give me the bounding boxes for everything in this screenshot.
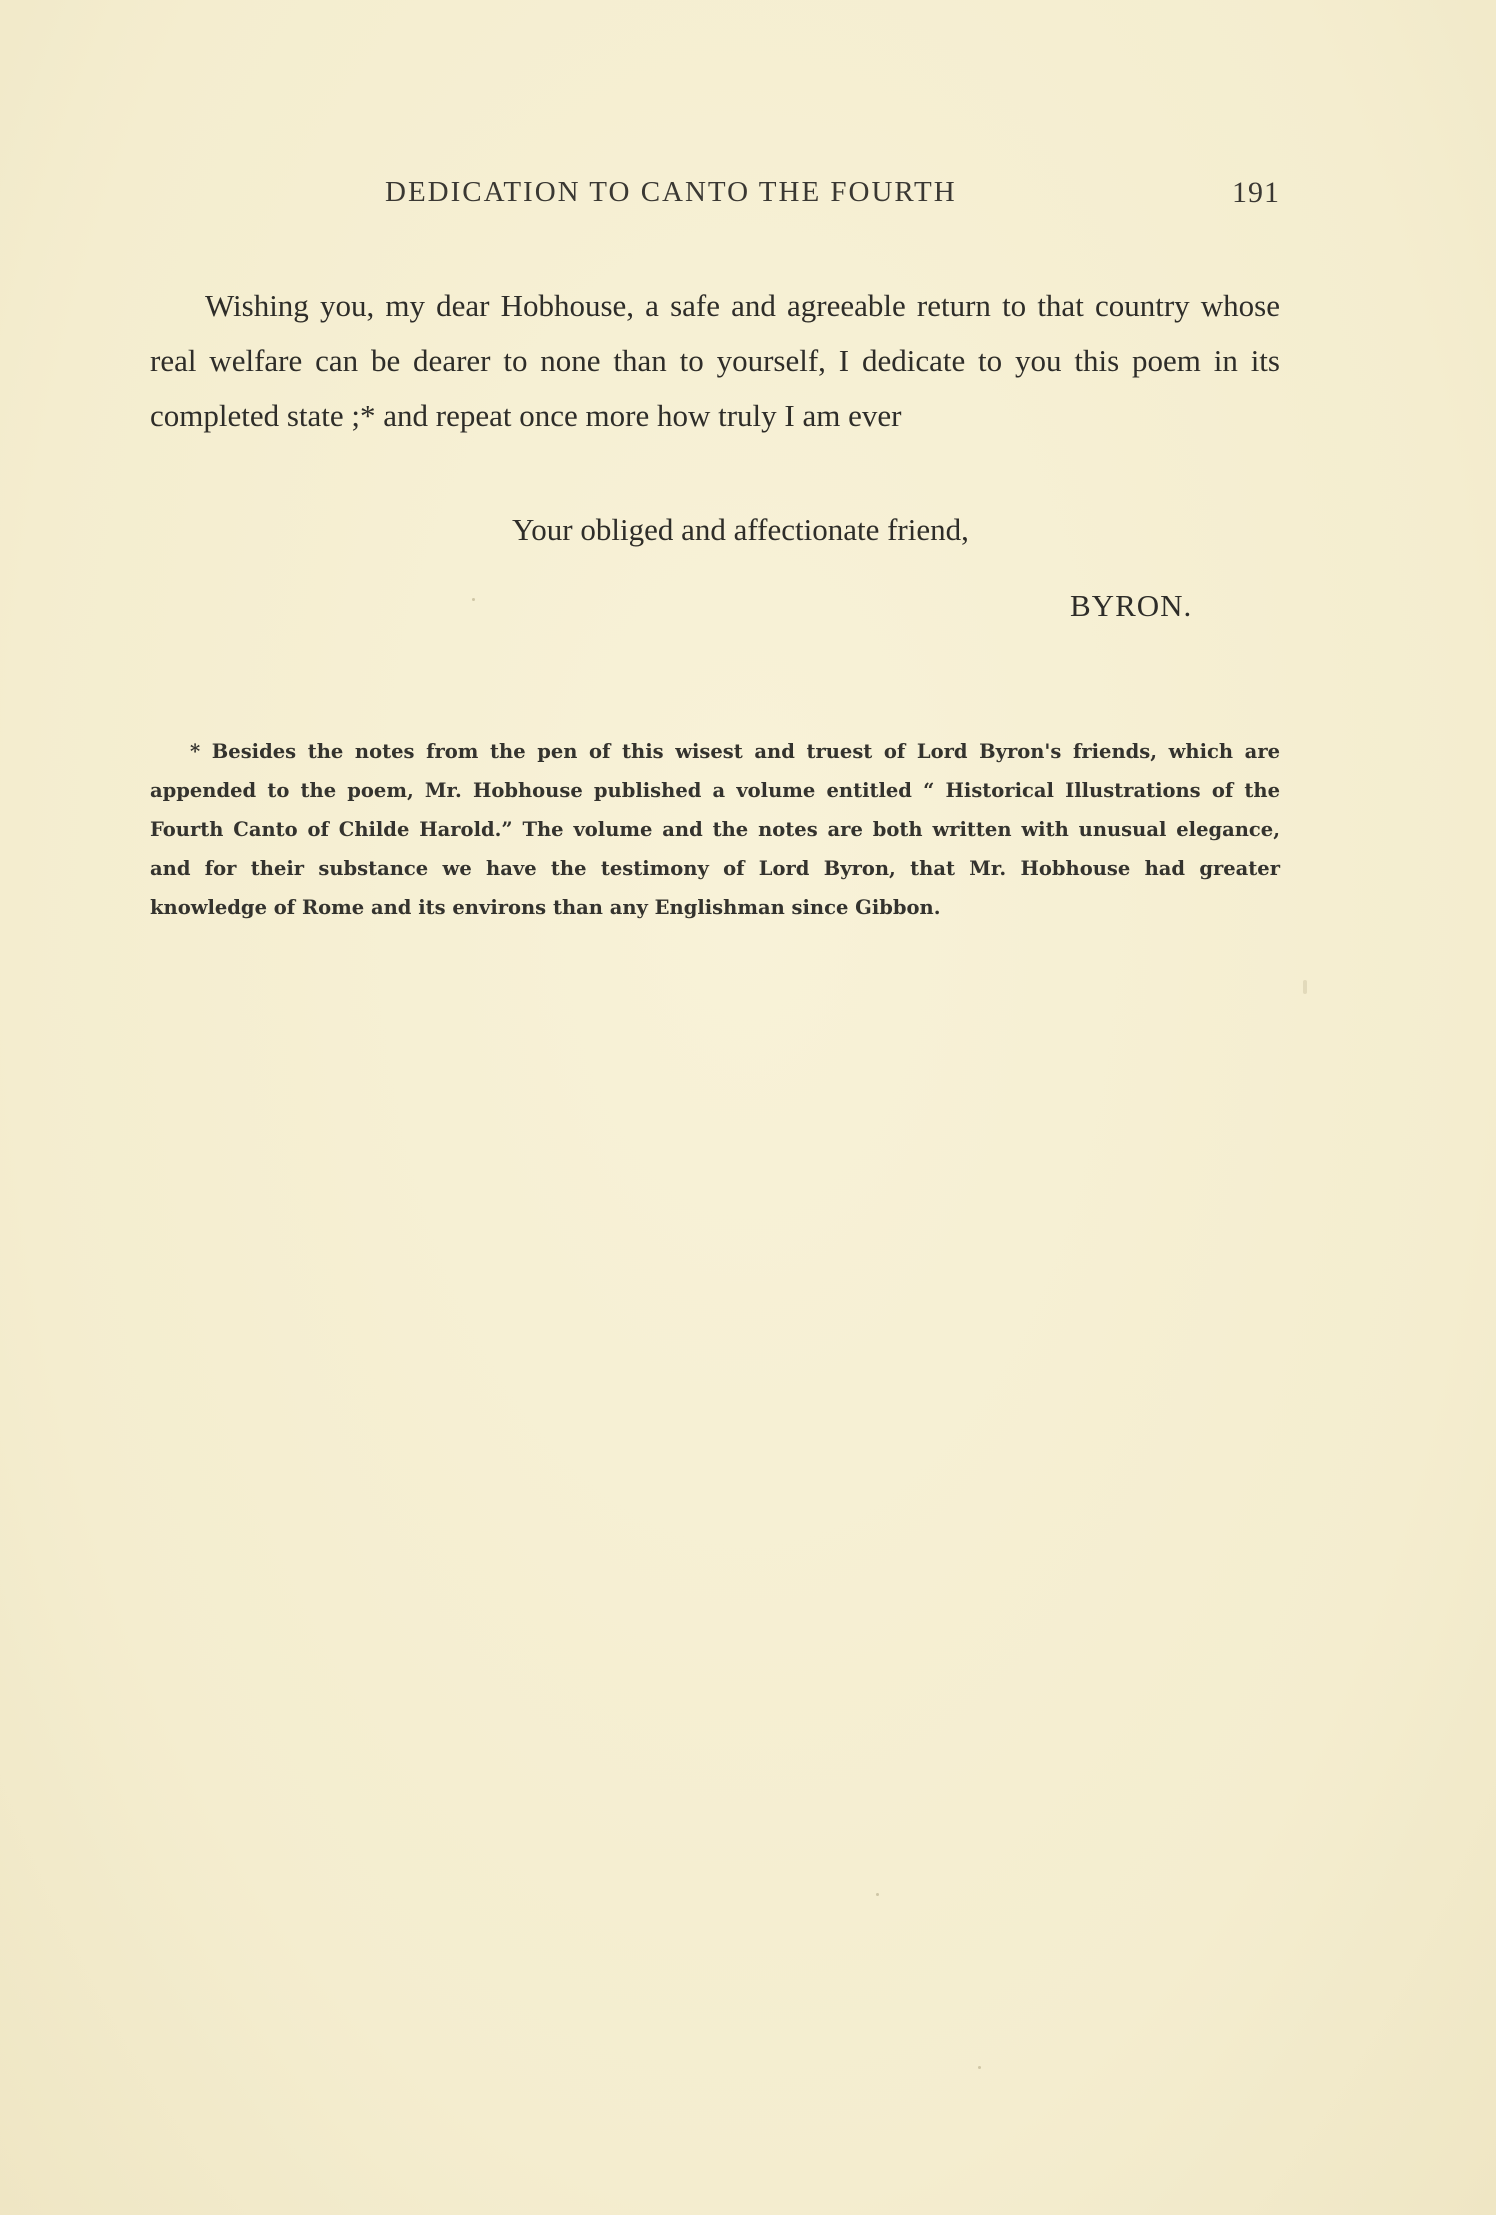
dedication-paragraph: Wishing you, my dear Hobhouse, a safe and agreeable return to that country whose real welfare can be dearer to none than to yourself, I dedicate to you this poem in its completed state ;* and repeat once more how truly I am ever — [150, 288, 1280, 433]
body-text — [150, 278, 1280, 443]
closing-line: Your obliged and affectionate friend, — [512, 512, 969, 547]
paper-speck — [876, 1893, 879, 1896]
paper-speck — [978, 2066, 981, 2069]
signature: BYRON. — [1070, 588, 1193, 623]
page-number: 191 — [1232, 176, 1280, 209]
running-title: DEDICATION TO CANTO THE FOURTH — [385, 176, 957, 208]
paper-speck — [472, 598, 475, 601]
paper-speck — [1303, 980, 1307, 994]
running-head — [150, 176, 1280, 216]
footnote: * Besides the notes from the pen of this wisest and truest of Lord Byron's friends, which are appended to the poem, Mr. Hobhouse published a volume entitled “ Historical Illustrations of the Fourth Canto of Childe Harold.” The volume and the notes are both written with unusual elegance, and for their substance we have the testimony of Lord Byron, that Mr. Hobhouse had greater knowledge of Rome and its environs than any Englishman since Gibbon. — [150, 740, 1280, 919]
